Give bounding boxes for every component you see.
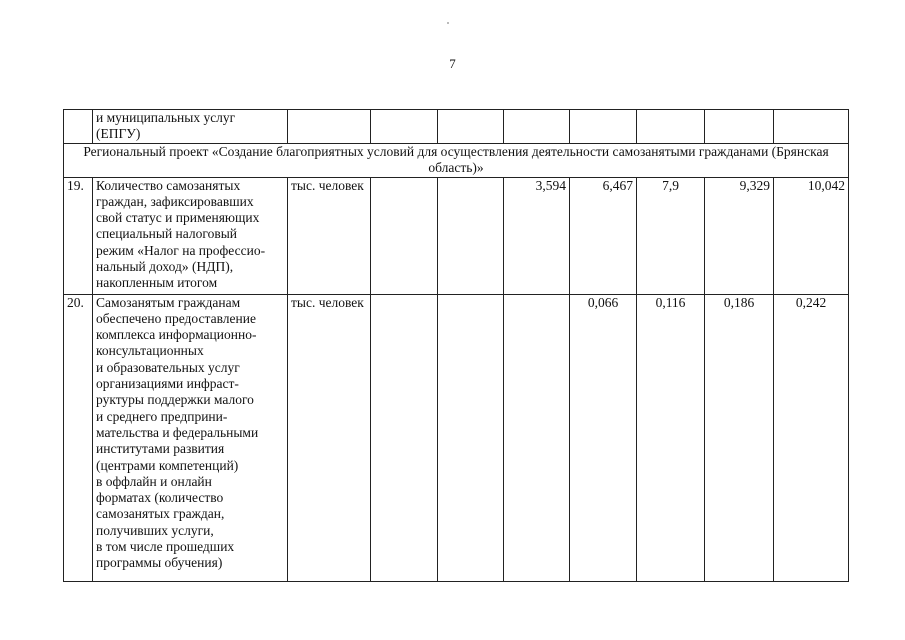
- name-line: граждан, зафиксировавших: [96, 193, 254, 209]
- value-cell: [504, 294, 570, 581]
- name-line: (ЕПГУ): [96, 126, 141, 142]
- row-number: 19.: [64, 177, 93, 294]
- value-cell: 9,329: [705, 177, 774, 294]
- unit-cell: [288, 110, 371, 144]
- scan-speck: [447, 22, 449, 24]
- name-line: форматах (количество: [96, 490, 224, 506]
- indicator-name-cell: [93, 294, 288, 581]
- page-number: 7: [449, 56, 456, 71]
- name-line: и среднего предприни-: [96, 408, 228, 424]
- value-cell: [438, 110, 504, 144]
- value-cell: [371, 294, 438, 581]
- name-line: режим «Налог на профессио-: [96, 242, 266, 258]
- name-line: Количество самозанятых: [96, 177, 241, 193]
- value-cell: [371, 110, 438, 144]
- name-line: специальный налоговый: [96, 226, 237, 242]
- row-number: 20.: [64, 294, 93, 581]
- name-line: и муниципальных услуг: [96, 110, 236, 125]
- value-cell: 10,042: [774, 177, 849, 294]
- name-line: мательства и федеральными: [96, 424, 259, 440]
- name-line: самозанятых граждан,: [96, 506, 225, 522]
- unit-cell: тыс. человек: [288, 294, 371, 581]
- name-line: (центрами компетенций): [96, 457, 239, 473]
- value-cell: [570, 110, 637, 144]
- value-cell: [504, 110, 570, 144]
- name-line: получивших услуги,: [96, 522, 214, 538]
- value-cell: 7,9: [637, 177, 705, 294]
- section-header-row: [64, 143, 849, 177]
- name-line: организациями инфраст-: [96, 376, 239, 392]
- name-line: программы обучения): [96, 555, 223, 571]
- table-row: [64, 177, 849, 294]
- name-line: накопленным итогом: [96, 275, 218, 291]
- name-line: комплекса информационно-: [96, 327, 257, 343]
- value-cell: [637, 110, 705, 144]
- name-line: свой статус и применяющих: [96, 210, 260, 226]
- name-line: консультационных: [96, 343, 204, 359]
- table-row: [64, 294, 849, 581]
- value-cell: 3,594: [504, 177, 570, 294]
- indicators-table: [63, 109, 849, 582]
- name-line: обеспечено предоставление: [96, 310, 256, 326]
- name-line: Самозанятым гражданам: [96, 294, 241, 310]
- unit-cell: тыс. человек: [288, 177, 371, 294]
- name-line: нальный доход» (НДП),: [96, 259, 234, 275]
- indicator-name-cell: [93, 177, 288, 294]
- value-cell: 0,186: [705, 294, 774, 581]
- name-line: институтами развития: [96, 441, 225, 457]
- name-line: в том числе прошедших: [96, 539, 235, 555]
- row-number-cell: [64, 110, 93, 144]
- table-row-continuation: [64, 110, 849, 144]
- value-cell: [774, 110, 849, 144]
- name-line: в оффлайн и онлайн: [96, 473, 212, 489]
- value-cell: 0,242: [774, 294, 849, 581]
- value-cell: [705, 110, 774, 144]
- name-line: и образовательных услуг: [96, 359, 240, 375]
- value-cell: 0,116: [637, 294, 705, 581]
- value-cell: 0,066: [570, 294, 637, 581]
- value-cell: 6,467: [570, 177, 637, 294]
- value-cell: [371, 177, 438, 294]
- name-line: руктуры поддержки малого: [96, 392, 254, 408]
- indicator-name-cell: [93, 110, 288, 144]
- value-cell: [438, 177, 504, 294]
- value-cell: [438, 294, 504, 581]
- section-title: Региональный проект «Создание благоприятных условий для осуществления деятельности самозанятыми гражданами (Брянская область)»: [64, 143, 849, 177]
